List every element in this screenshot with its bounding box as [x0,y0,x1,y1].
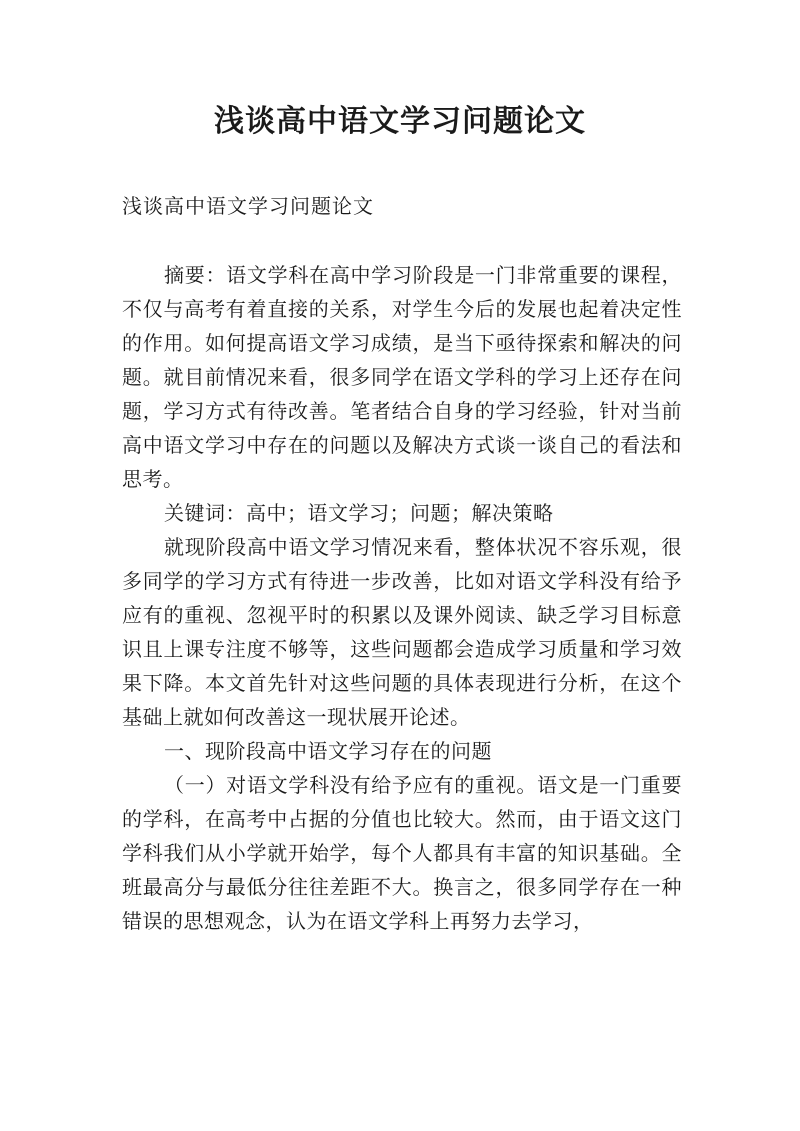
intro-paragraph: 就现阶段高中语文学习情况来看，整体状况不容乐观，很多同学的学习方式有待进一步改善，比如对语文学科没有给予应有的重视、忽视平时的积累以及课外阅读、缺乏学习目标意识且上课专注度不够等，这些问题都会造成学习质量和学习效果下降。本文首先针对这些问题的具体表现进行分析，在这个基础上就如何改善这一现状展开论述。 [122,535,682,729]
document-subtitle: 浅谈高中语文学习问题论文 [122,194,374,218]
document-body [122,258,682,938]
keywords-paragraph: 关键词：高中；语文学习；问题；解决策略 [164,501,554,525]
section-heading: 一、现阶段高中语文学习存在的问题 [164,739,492,763]
abstract-paragraph: 摘要：语文学科在高中学习阶段是一门非常重要的课程，不仅与高考有着直接的关系，对学生今后的发展也起着决定性的作用。如何提高语文学习成绩，是当下亟待探索和解决的问题。就目前情况来看，很多同学在语文学科的学习上还存在问题，学习方式有待改善。笔者结合自身的学习经验，针对当前高中语文学习中存在的问题以及解决方式谈一谈自己的看法和思考。 [122,263,682,491]
document-title: 浅谈高中语文学习问题论文 [214,104,586,139]
section-paragraph: （一）对语文学科没有给予应有的重视。语文是一门重要的学科，在高考中占据的分值也比较大。然而，由于语文这门学科我们从小学就开始学，每个人都具有丰富的知识基础。全班最高分与最低分往往差距不大。换言之，很多同学存在一种错误的思想观念，认为在语文学科上再努力去学习， [122,773,682,933]
